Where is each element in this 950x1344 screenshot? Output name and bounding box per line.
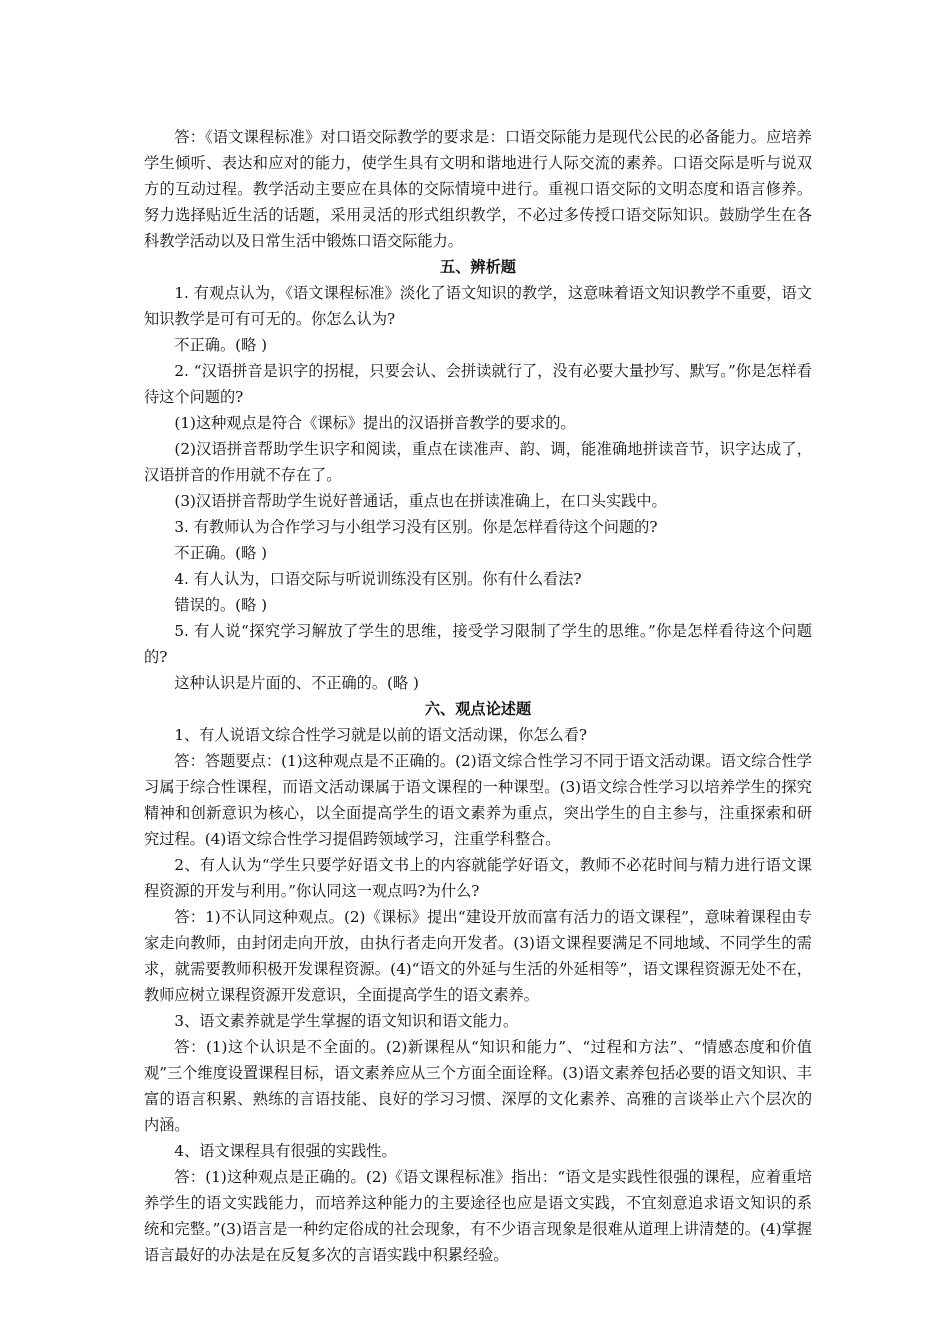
argument-question-4: 4、语文课程具有很强的实践性。 [174,1142,397,1160]
document-page [144,124,812,1268]
analysis-answer-4: 错误的。(略 ) [174,596,268,614]
argument-answer-2: 答：1)不认同这种观点。(2)《课标》提出“建设开放而富有活力的语文课程”，意味着课程由专家走向教师，由封闭走向开放，由执行者走向开发者。(3)语文课程要满足不同地域、不同学生的需求，就需要教师积极开发课程资源。(4)“语文的外延与生活的外延相等”，语文课程资源无处不在，教师应树立课程资源开发意识，全面提高学生的语文素养。 [144,908,812,1004]
intro-answer: 答：《语文课程标准》对口语交际教学的要求是：口语交际能力是现代公民的必备能力。应培养学生倾听、表达和应对的能力，使学生具有文明和谐地进行人际交流的素养。口语交际是听与说双方的互动过程。教学活动主要应在具体的交际情境中进行。重视口语交际的文明态度和语言修养。努力选择贴近生活的话题，采用灵活的形式组织教学，不必过多传授口语交际知识。鼓励学生在各科教学活动以及日常生活中锻炼口语交际能力。 [144,128,812,250]
argument-answer-3: 答：(1)这个认识是不全面的。(2)新课程从“知识和能力”、“过程和方法”、“情感态度和价值观”三个维度设置课程目标，语文素养应从三个方面全面诠释。(3)语文素养包括必要的语文知识、丰富的语言积累、熟练的言语技能、良好的学习习惯、深厚的文化素养、高雅的言谈举止六个层次的内涵。 [144,1038,812,1134]
analysis-answer-3: 不正确。(略 ) [174,544,268,562]
analysis-answer-2-point-1: (1)这种观点是符合《课标》提出的汉语拼音教学的要求的。 [174,414,576,432]
analysis-question-5: 5. 有人说“探究学习解放了学生的思维，接受学习限制了学生的思维。”你是怎样看待这个问题的? [144,622,812,666]
section-heading-analysis: 五、辨析题 [440,258,516,276]
argument-answer-1: 答：答题要点：(1)这种观点是不正确的。(2)语文综合性学习不同于语文活动课。语文综合性学习属于综合性课程，而语文活动课属于语文课程的一种课型。(3)语文综合性学习以培养学生的探究精神和创新意识为核心，以全面提高学生的语文素养为重点，突出学生的自主参与，注重探索和研究过程。(4)语文综合性学习提倡跨领域学习，注重学科整合。 [144,752,812,848]
analysis-question-1: 1. 有观点认为，《语文课程标准》淡化了语文知识的教学，这意味着语文知识教学不重要，语文知识教学是可有可无的。你怎么认为? [144,284,812,328]
argument-question-2: 2、有人认为“学生只要学好语文书上的内容就能学好语文，教师不必花时间与精力进行语文课程资源的开发与利用。”你认同这一观点吗?为什么? [144,856,812,900]
analysis-answer-1: 不正确。(略 ) [174,336,268,354]
argument-answer-4: 答：(1)这种观点是正确的。(2)《语文课程标准》指出：“语文是实践性很强的课程，应着重培养学生的语文实践能力，而培养这种能力的主要途径也应是语文实践，不宜刻意追求语文知识的系统和完整。”(3)语言是一种约定俗成的社会现象，有不少语言现象是很难从道理上讲清楚的。(4)掌握语言最好的办法是在反复多次的言语实践中积累经验。 [144,1168,812,1264]
argument-question-1: 1、有人说语文综合性学习就是以前的语文活动课，你怎么看? [174,726,588,744]
analysis-answer-2-point-3: (3)汉语拼音帮助学生说好普通话，重点也在拼读准确上，在口头实践中。 [174,492,667,510]
analysis-answer-5: 这种认识是片面的、不正确的。(略 ) [174,674,419,692]
analysis-question-3: 3. 有教师认为合作学习与小组学习没有区别。你是怎样看待这个问题的? [174,518,658,536]
section-heading-argument: 六、观点论述题 [424,700,532,718]
analysis-question-4: 4. 有人认为，口语交际与听说训练没有区别。你有什么看法? [174,570,582,588]
argument-question-3: 3、语文素养就是学生掌握的语文知识和语文能力。 [174,1012,519,1030]
analysis-question-2: 2. “汉语拼音是识字的拐棍，只要会认、会拼读就行了，没有必要大量抄写、默写。”你是怎样看待这个问题的? [144,362,812,406]
analysis-answer-2-point-2: (2)汉语拼音帮助学生识字和阅读，重点在读准声、韵、调，能准确地拼读音节，识字达成了，汉语拼音的作用就不存在了。 [144,440,812,484]
